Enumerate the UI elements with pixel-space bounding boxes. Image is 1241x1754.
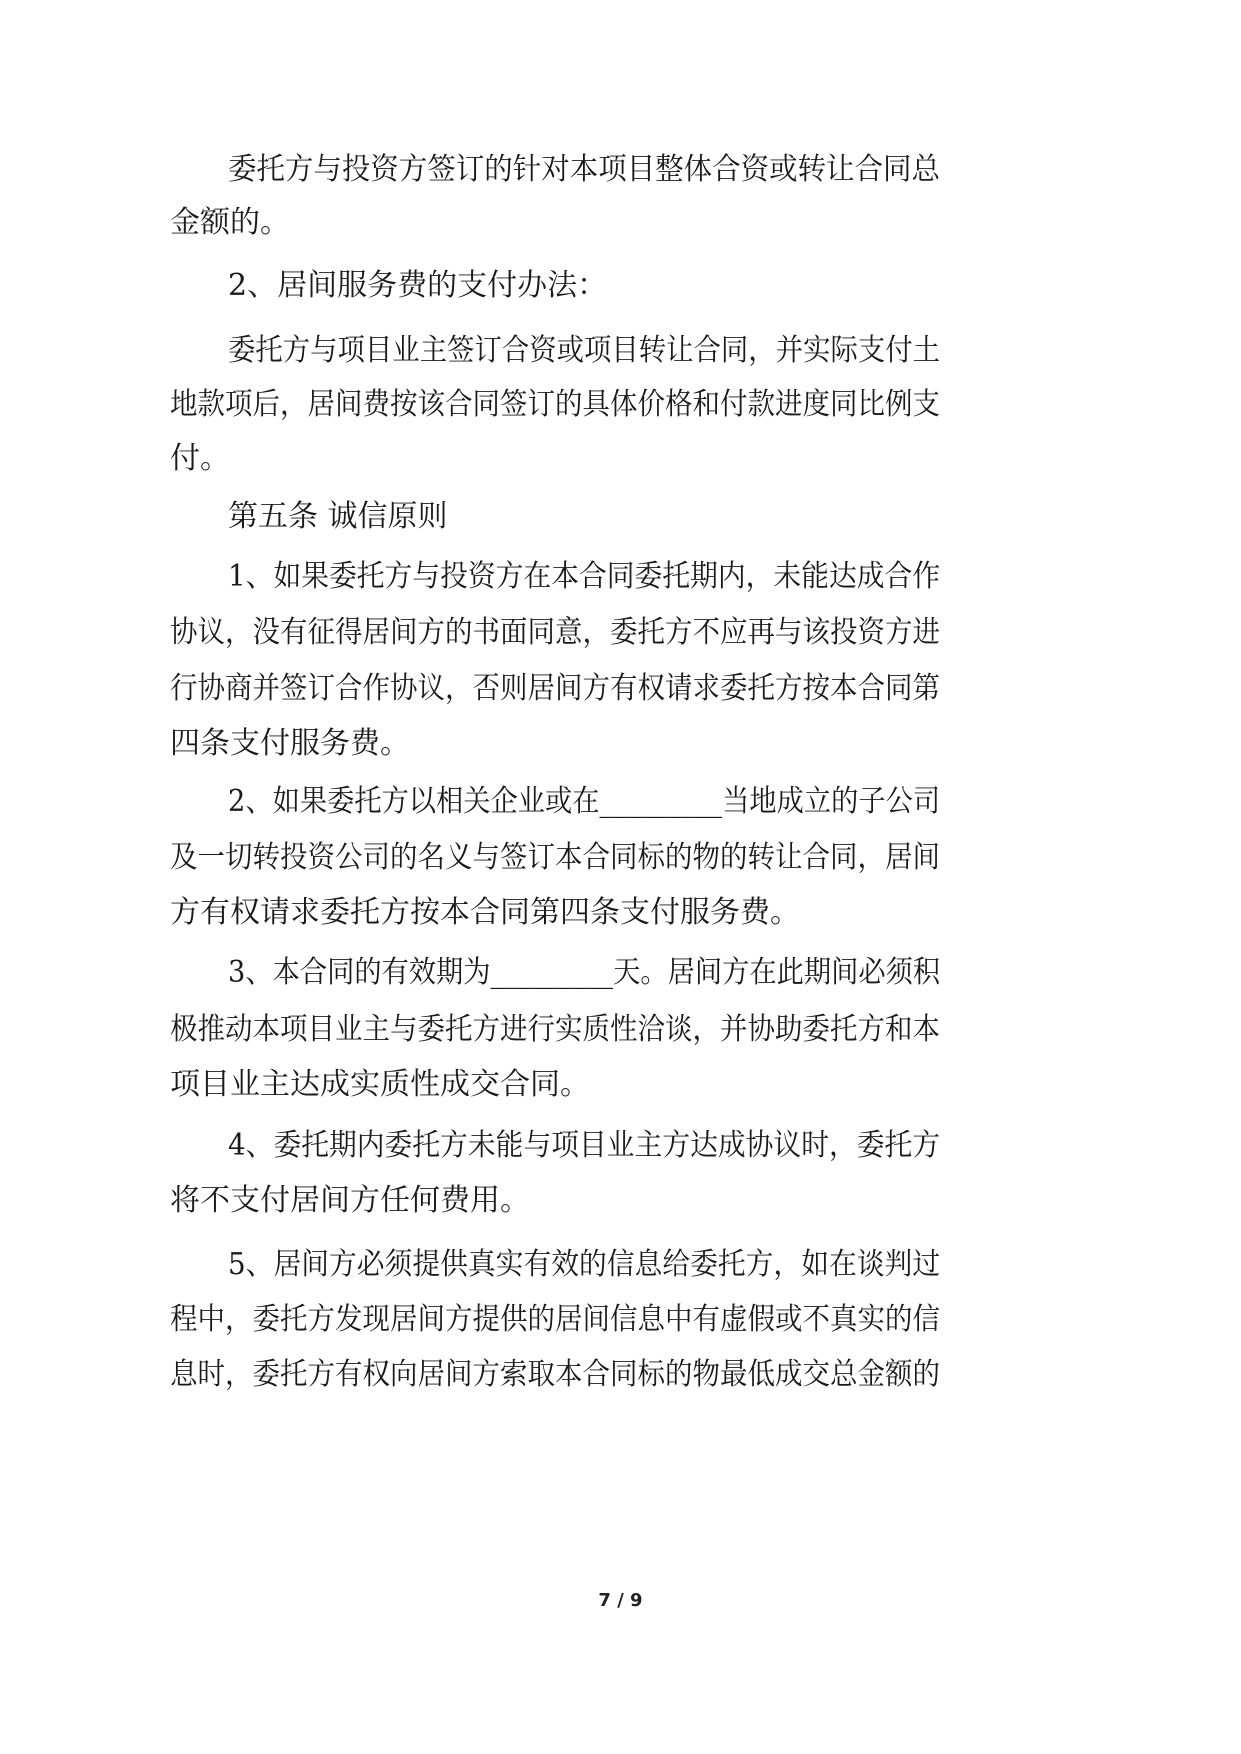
text-line [0, 193, 1241, 253]
line-text: 1、如果委托方与投资方在本合同委托期内，未能达成合作 [228, 559, 941, 594]
text-line [0, 321, 1241, 381]
section-heading [0, 487, 1241, 547]
line-text: 金额的。 [170, 205, 290, 240]
line-text: 4、委托期内委托方未能与项目业主方达成协议时，委托方 [228, 1128, 941, 1163]
line-text: 委托方与投资方签订的针对本项目整体合资或转让合同总 [228, 152, 940, 187]
line-text: 四条支付服务费。 [170, 726, 410, 761]
line-text: 极推动本项目业主与委托方进行实质性洽谈，并协助委托方和本 [170, 1012, 941, 1047]
text-line [0, 943, 1241, 1003]
text-line [0, 429, 1241, 489]
text-line [0, 1055, 1241, 1115]
line-text: 第五条 诚信原则 [228, 499, 448, 534]
line-text: 方有权请求委托方按本合同第四条支付服务费。 [170, 895, 800, 930]
text-line [0, 256, 1241, 316]
text-line [0, 714, 1241, 774]
line-text: 协议，没有征得居间方的书面同意，委托方不应再与该投资方进 [170, 615, 941, 650]
text-line [0, 375, 1241, 435]
text-line [0, 883, 1241, 943]
text-line [0, 1171, 1241, 1231]
line-text: 委托方与项目业主签订合资或项目转让合同，并实际支付土 [228, 333, 940, 368]
line-text: 2、居间服务费的支付办法： [228, 268, 608, 303]
text-line [0, 140, 1241, 200]
text-line [0, 828, 1241, 888]
text-line [0, 772, 1241, 832]
text-line [0, 1116, 1241, 1176]
line-text: 2、如果委托方以相关企业或在_________当地成立的子公司 [228, 784, 941, 819]
text-line [0, 1290, 1241, 1350]
line-text: 行协商并签订合作协议，否则居间方有权请求委托方按本合同第 [170, 671, 941, 706]
text-line [0, 659, 1241, 719]
text-line [0, 547, 1241, 607]
line-text: 及一切转投资公司的名义与签订本合同标的物的转让合同，居间 [170, 840, 941, 875]
line-text: 项目业主达成实质性成交合同。 [170, 1067, 590, 1102]
line-text: 将不支付居间方任何费用。 [170, 1183, 530, 1218]
line-text: 付。 [170, 441, 230, 476]
line-text: 5、居间方必须提供真实有效的信息给委托方，如在谈判过 [228, 1247, 941, 1282]
text-line [0, 1345, 1241, 1405]
text-line [0, 1235, 1241, 1295]
line-text: 3、本合同的有效期为_________天。居间方在此期间必须积 [228, 955, 941, 990]
text-line [0, 1000, 1241, 1060]
page-number: 7 / 9 [598, 1590, 643, 1611]
line-text: 地款项后，居间费按该合同签订的具体价格和付款进度同比例支 [170, 387, 941, 422]
text-line [0, 603, 1241, 663]
line-text: 程中，委托方发现居间方提供的居间信息中有虚假或不真实的信 [170, 1302, 941, 1337]
line-text: 息时，委托方有权向居间方索取本合同标的物最低成交总金额的 [170, 1357, 941, 1392]
